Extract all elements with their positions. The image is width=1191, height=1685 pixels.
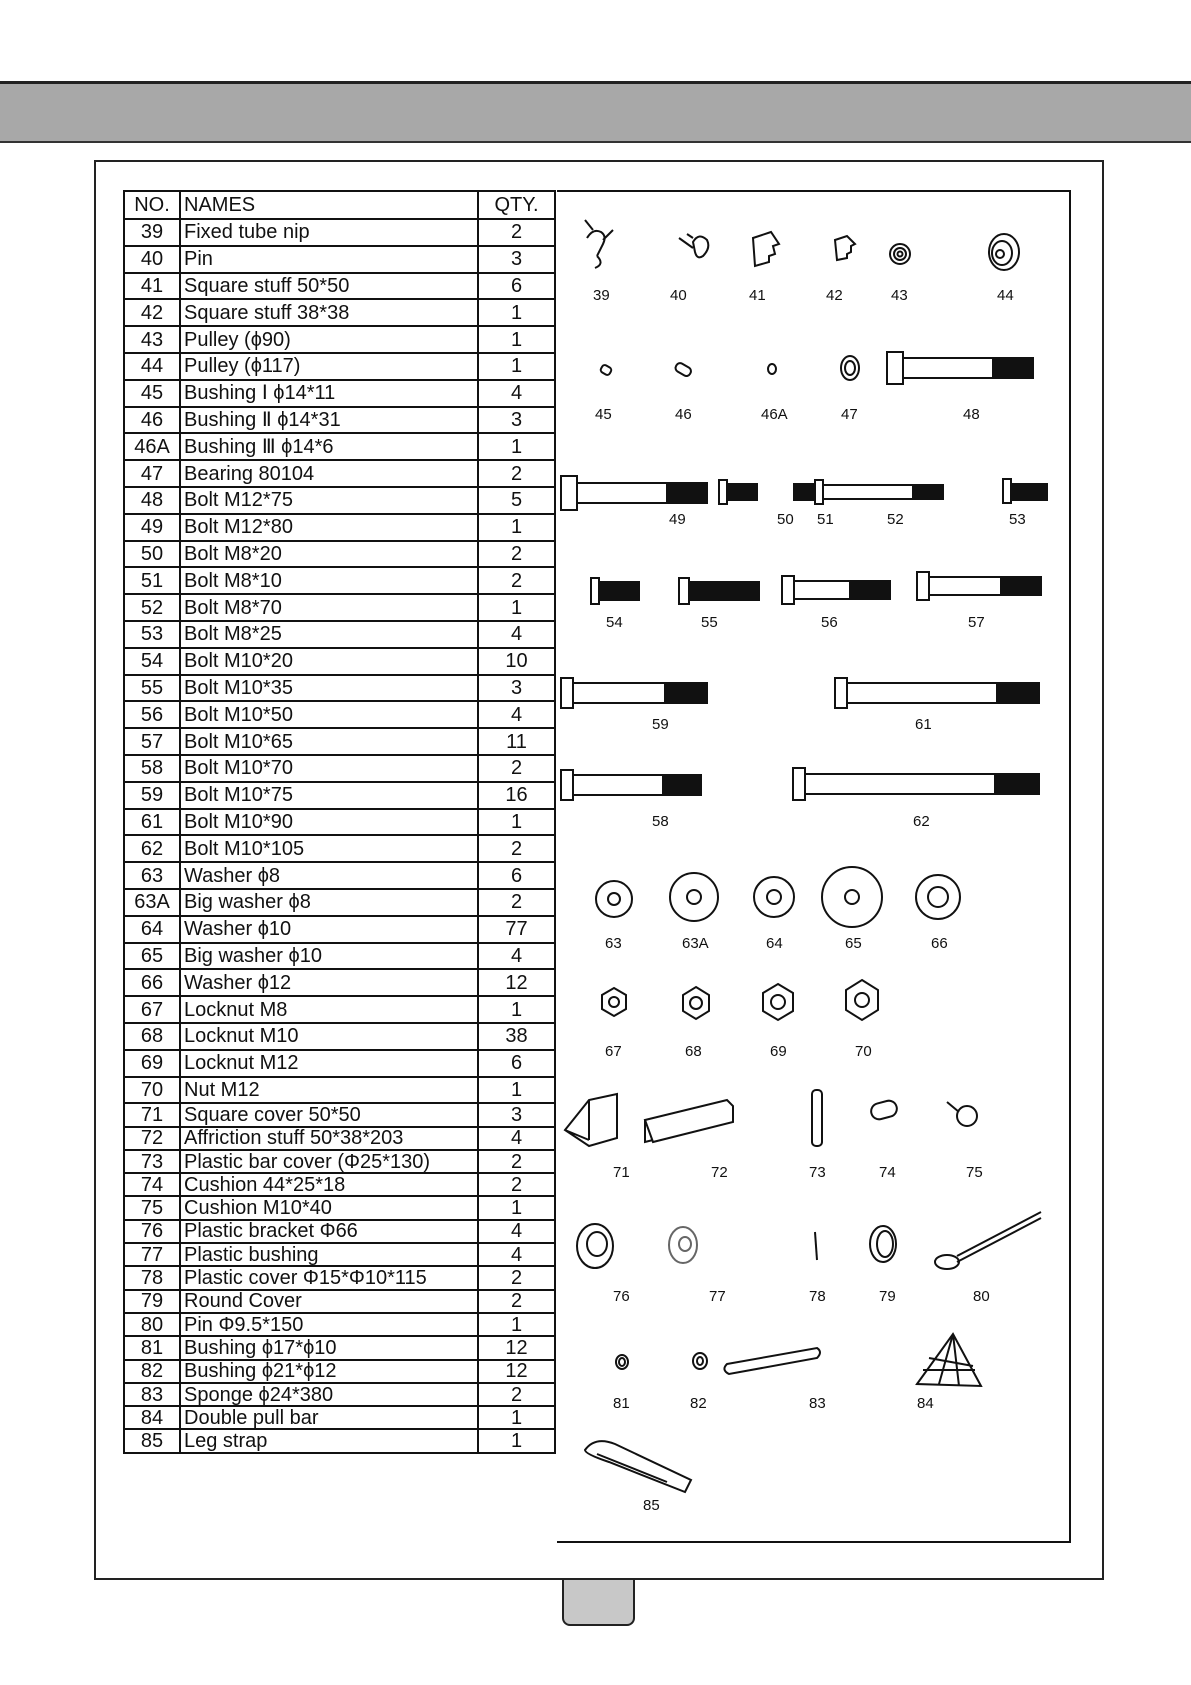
part-label-41: 41 <box>749 287 766 304</box>
fixed-tube-nip-icon <box>585 220 613 268</box>
part-qty: 2 <box>478 460 555 487</box>
table-row <box>124 407 555 434</box>
table-row <box>124 1360 555 1383</box>
bolt-m10-90-icon <box>835 678 1039 708</box>
plastic-bracket-icon <box>577 1224 613 1268</box>
part-name: Bolt M10*20 <box>180 648 478 675</box>
part-name: Bolt M12*80 <box>180 514 478 541</box>
table-row <box>124 326 555 353</box>
part-number: 79 <box>124 1290 180 1313</box>
header-names: NAMES <box>180 191 478 219</box>
bushing-17-icon <box>616 1355 628 1369</box>
part-qty: 3 <box>478 407 555 434</box>
table-row <box>124 1266 555 1289</box>
part-name: Fixed tube nip <box>180 219 478 246</box>
plastic-cover-icon <box>815 1232 817 1260</box>
part-number: 64 <box>124 916 180 943</box>
part-name: Bushing ϕ17*ϕ10 <box>180 1336 478 1359</box>
table-header-row <box>124 191 555 219</box>
pulley-117-icon <box>989 234 1019 270</box>
part-label-55: 55 <box>701 614 718 631</box>
part-number: 66 <box>124 969 180 996</box>
big-washer-10-icon <box>822 867 882 927</box>
part-label-54: 54 <box>606 614 623 631</box>
part-number: 73 <box>124 1150 180 1173</box>
bolt-m12-75-icon <box>887 352 1033 384</box>
part-qty: 4 <box>478 1243 555 1266</box>
part-name: Locknut M12 <box>180 1050 478 1077</box>
table-row <box>124 701 555 728</box>
part-name: Locknut M8 <box>180 996 478 1023</box>
part-number: 72 <box>124 1127 180 1150</box>
part-number: 54 <box>124 648 180 675</box>
part-name: Bolt M12*75 <box>180 487 478 514</box>
part-number: 49 <box>124 514 180 541</box>
part-label-49: 49 <box>669 511 686 528</box>
part-number: 50 <box>124 541 180 568</box>
part-number: 55 <box>124 675 180 702</box>
part-name: Bushing ϕ21*ϕ12 <box>180 1360 478 1383</box>
part-number: 40 <box>124 246 180 273</box>
part-name: Bolt M10*50 <box>180 701 478 728</box>
part-qty: 1 <box>478 326 555 353</box>
table-row <box>124 916 555 943</box>
part-qty: 1 <box>478 594 555 621</box>
table-row <box>124 380 555 407</box>
part-label-70: 70 <box>855 1043 872 1060</box>
part-qty: 16 <box>478 782 555 809</box>
bolt-m10-105-icon <box>793 768 1039 800</box>
part-name: Bearing 80104 <box>180 460 478 487</box>
part-number: 43 <box>124 326 180 353</box>
table-row <box>124 728 555 755</box>
part-name: Bolt M8*25 <box>180 621 478 648</box>
part-name: Bushing Ⅱ ϕ14*31 <box>180 407 478 434</box>
parts-table <box>123 190 556 1454</box>
table-row <box>124 246 555 273</box>
header-qty: QTY. <box>478 191 555 219</box>
plastic-bar-cover-icon <box>812 1090 822 1146</box>
part-qty: 2 <box>478 1266 555 1289</box>
part-number: 85 <box>124 1429 180 1452</box>
bushing-21-icon <box>693 1353 707 1369</box>
part-number: 63A <box>124 889 180 916</box>
part-label-39: 39 <box>593 287 610 304</box>
header-no: NO. <box>124 191 180 219</box>
part-number: 69 <box>124 1050 180 1077</box>
part-name: Plastic bracket Φ66 <box>180 1220 478 1243</box>
part-qty: 1 <box>478 809 555 836</box>
part-number: 56 <box>124 701 180 728</box>
part-label-46a: 46A <box>761 406 788 423</box>
part-label-85: 85 <box>643 1497 660 1514</box>
part-label-40: 40 <box>670 287 687 304</box>
part-name: Big washer ϕ8 <box>180 889 478 916</box>
part-name: Pulley (ϕ90) <box>180 326 478 353</box>
locknut-m12-icon <box>763 984 793 1020</box>
part-label-84: 84 <box>917 1395 934 1412</box>
part-number: 44 <box>124 353 180 380</box>
table-row <box>124 648 555 675</box>
locknut-m8-icon <box>602 988 626 1016</box>
part-qty: 1 <box>478 1196 555 1219</box>
table-row <box>124 1050 555 1077</box>
part-name: Bolt M8*70 <box>180 594 478 621</box>
part-label-67: 67 <box>605 1043 622 1060</box>
part-number: 81 <box>124 1336 180 1359</box>
part-qty: 5 <box>478 487 555 514</box>
part-name: Plastic bar cover (Φ25*130) <box>180 1150 478 1173</box>
table-row <box>124 514 555 541</box>
table-row <box>124 862 555 889</box>
part-qty: 1 <box>478 1077 555 1104</box>
nut-m12-icon <box>846 980 878 1020</box>
bolt-m8-25-icon <box>1003 479 1047 503</box>
table-row <box>124 755 555 782</box>
part-number: 47 <box>124 460 180 487</box>
part-label-46: 46 <box>675 406 692 423</box>
part-label-66: 66 <box>931 935 948 952</box>
part-name: Plastic bushing <box>180 1243 478 1266</box>
part-qty: 6 <box>478 862 555 889</box>
part-qty: 1 <box>478 1406 555 1429</box>
table-row <box>124 1023 555 1050</box>
part-label-50: 50 <box>777 511 794 528</box>
part-qty: 4 <box>478 380 555 407</box>
bolt-m10-50-icon <box>782 576 890 604</box>
washer-12-icon <box>916 875 960 919</box>
part-label-57: 57 <box>968 614 985 631</box>
part-number: 42 <box>124 299 180 326</box>
part-name: Double pull bar <box>180 1406 478 1429</box>
part-qty: 11 <box>478 728 555 755</box>
pulley-90-icon <box>890 244 910 264</box>
part-name: Pin <box>180 246 478 273</box>
part-label-47: 47 <box>841 406 858 423</box>
washer-8-icon <box>596 881 632 917</box>
square-stuff-38-icon <box>835 236 855 260</box>
part-label-51: 51 <box>817 511 834 528</box>
part-number: 75 <box>124 1196 180 1219</box>
big-washer-8-icon <box>670 873 718 921</box>
leg-strap-icon <box>585 1441 691 1492</box>
part-name: Cushion 44*25*18 <box>180 1173 478 1196</box>
part-qty: 77 <box>478 916 555 943</box>
pin-9-5-icon <box>935 1212 1041 1269</box>
bushing-1-icon <box>600 364 613 376</box>
part-qty: 2 <box>478 1150 555 1173</box>
table-row <box>124 567 555 594</box>
cushion-44-icon <box>869 1099 898 1121</box>
part-qty: 1 <box>478 1313 555 1336</box>
table-row <box>124 1336 555 1359</box>
table-row <box>124 541 555 568</box>
part-qty: 3 <box>478 246 555 273</box>
table-row <box>124 1220 555 1243</box>
table-row <box>124 621 555 648</box>
part-label-80: 80 <box>973 1288 990 1305</box>
part-number: 62 <box>124 835 180 862</box>
locknut-m10-icon <box>683 987 709 1019</box>
affriction-stuff-icon <box>645 1100 733 1142</box>
table-row <box>124 809 555 836</box>
part-qty: 1 <box>478 1429 555 1452</box>
table-row <box>124 219 555 246</box>
part-number: 61 <box>124 809 180 836</box>
part-number: 80 <box>124 1313 180 1336</box>
part-name: Sponge ϕ24*380 <box>180 1383 478 1406</box>
table-row <box>124 782 555 809</box>
part-name: Nut M12 <box>180 1077 478 1104</box>
sponge-icon <box>724 1348 820 1374</box>
table-row <box>124 353 555 380</box>
part-qty: 1 <box>478 996 555 1023</box>
table-row <box>124 996 555 1023</box>
part-name: Bushing Ⅲ ϕ14*6 <box>180 433 478 460</box>
table-row <box>124 889 555 916</box>
part-number: 82 <box>124 1360 180 1383</box>
part-qty: 2 <box>478 1290 555 1313</box>
part-label-81: 81 <box>613 1395 630 1412</box>
part-qty: 2 <box>478 219 555 246</box>
part-number: 84 <box>124 1406 180 1429</box>
page-number-tab <box>562 1580 635 1626</box>
part-label-74: 74 <box>879 1164 896 1181</box>
part-name: Bolt M10*105 <box>180 835 478 862</box>
part-label-52: 52 <box>887 511 904 528</box>
part-qty: 6 <box>478 1050 555 1077</box>
part-name: Bolt M10*65 <box>180 728 478 755</box>
part-label-75: 75 <box>966 1164 983 1181</box>
part-label-44: 44 <box>997 287 1014 304</box>
part-name: Square stuff 38*38 <box>180 299 478 326</box>
part-qty: 1 <box>478 514 555 541</box>
part-label-63: 63 <box>605 935 622 952</box>
part-qty: 10 <box>478 648 555 675</box>
square-stuff-50-icon <box>753 232 779 266</box>
part-label-59: 59 <box>652 716 669 733</box>
pin-icon <box>679 234 708 257</box>
part-number: 65 <box>124 943 180 970</box>
table-row <box>124 299 555 326</box>
table-row <box>124 1243 555 1266</box>
part-qty: 38 <box>478 1023 555 1050</box>
part-label-45: 45 <box>595 406 612 423</box>
part-qty: 1 <box>478 299 555 326</box>
part-qty: 1 <box>478 433 555 460</box>
part-label-42: 42 <box>826 287 843 304</box>
bolt-m10-70-icon <box>561 770 701 800</box>
part-name: Bolt M10*75 <box>180 782 478 809</box>
part-label-73: 73 <box>809 1164 826 1181</box>
part-number: 63 <box>124 862 180 889</box>
part-qty: 2 <box>478 755 555 782</box>
table-row <box>124 487 555 514</box>
part-name: Bushing Ⅰ ϕ14*11 <box>180 380 478 407</box>
part-qty: 4 <box>478 1220 555 1243</box>
part-qty: 3 <box>478 675 555 702</box>
part-number: 71 <box>124 1103 180 1126</box>
cushion-m10-icon <box>947 1102 977 1126</box>
bolt-m10-75-icon <box>561 678 707 708</box>
part-qty: 12 <box>478 969 555 996</box>
part-qty: 2 <box>478 1383 555 1406</box>
table-row <box>124 1077 555 1104</box>
part-name: Pin Φ9.5*150 <box>180 1313 478 1336</box>
part-qty: 2 <box>478 567 555 594</box>
part-label-71: 71 <box>613 1164 630 1181</box>
part-label-68: 68 <box>685 1043 702 1060</box>
part-name: Washer ϕ12 <box>180 969 478 996</box>
part-number: 46 <box>124 407 180 434</box>
part-number: 53 <box>124 621 180 648</box>
table-row <box>124 433 555 460</box>
part-number: 46A <box>124 433 180 460</box>
part-number: 68 <box>124 1023 180 1050</box>
part-name: Square stuff 50*50 <box>180 273 478 300</box>
table-row <box>124 1173 555 1196</box>
table-row <box>124 943 555 970</box>
part-qty: 1 <box>478 353 555 380</box>
part-name: Pulley (ϕ117) <box>180 353 478 380</box>
bushing-2-icon <box>674 362 692 378</box>
table-row <box>124 835 555 862</box>
part-name: Affriction stuff 50*38*203 <box>180 1127 478 1150</box>
part-label-61: 61 <box>915 716 932 733</box>
part-name: Washer ϕ10 <box>180 916 478 943</box>
part-qty: 12 <box>478 1336 555 1359</box>
bushing-3-icon <box>768 364 776 374</box>
part-qty: 4 <box>478 1127 555 1150</box>
part-name: Plastic cover Φ15*Φ10*115 <box>180 1266 478 1289</box>
part-label-76: 76 <box>613 1288 630 1305</box>
bolt-m10-20-icon <box>591 578 639 604</box>
parts-table-body <box>124 219 555 1453</box>
part-qty: 2 <box>478 889 555 916</box>
part-name: Bolt M8*20 <box>180 541 478 568</box>
part-name: Bolt M10*35 <box>180 675 478 702</box>
part-number: 76 <box>124 1220 180 1243</box>
header-banner <box>0 81 1191 143</box>
square-cover-icon <box>565 1094 617 1146</box>
part-label-65: 65 <box>845 935 862 952</box>
part-number: 77 <box>124 1243 180 1266</box>
table-row <box>124 1150 555 1173</box>
part-number: 78 <box>124 1266 180 1289</box>
parts-illustrations <box>557 190 1071 1543</box>
part-label-63a: 63A <box>682 935 709 952</box>
part-label-56: 56 <box>821 614 838 631</box>
part-number: 59 <box>124 782 180 809</box>
part-qty: 4 <box>478 621 555 648</box>
double-pull-bar-icon <box>917 1334 981 1386</box>
part-qty: 4 <box>478 943 555 970</box>
part-number: 57 <box>124 728 180 755</box>
part-label-78: 78 <box>809 1288 826 1305</box>
part-number: 48 <box>124 487 180 514</box>
part-number: 67 <box>124 996 180 1023</box>
part-qty: 2 <box>478 541 555 568</box>
part-name: Cushion M10*40 <box>180 1196 478 1219</box>
part-name: Leg strap <box>180 1429 478 1452</box>
part-qty: 2 <box>478 1173 555 1196</box>
part-name: Square cover 50*50 <box>180 1103 478 1126</box>
part-qty: 6 <box>478 273 555 300</box>
part-number: 58 <box>124 755 180 782</box>
part-label-64: 64 <box>766 935 783 952</box>
part-label-69: 69 <box>770 1043 787 1060</box>
part-label-58: 58 <box>652 813 669 830</box>
part-label-77: 77 <box>709 1288 726 1305</box>
table-row <box>124 594 555 621</box>
part-label-43: 43 <box>891 287 908 304</box>
table-row <box>124 1290 555 1313</box>
bolt-m10-35-icon <box>679 578 759 604</box>
bolt-m12-80-icon <box>561 476 707 510</box>
part-name: Bolt M10*90 <box>180 809 478 836</box>
part-label-72: 72 <box>711 1164 728 1181</box>
table-row <box>124 273 555 300</box>
part-number: 74 <box>124 1173 180 1196</box>
part-label-53: 53 <box>1009 511 1026 528</box>
round-cover-icon <box>870 1226 896 1262</box>
washer-10-icon <box>754 877 794 917</box>
part-name: Bolt M10*70 <box>180 755 478 782</box>
part-name: Locknut M10 <box>180 1023 478 1050</box>
table-row <box>124 1196 555 1219</box>
part-number: 83 <box>124 1383 180 1406</box>
bearing-icon <box>841 356 859 380</box>
table-row <box>124 1383 555 1406</box>
part-number: 51 <box>124 567 180 594</box>
part-number: 41 <box>124 273 180 300</box>
part-qty: 2 <box>478 835 555 862</box>
part-qty: 4 <box>478 701 555 728</box>
part-qty: 12 <box>478 1360 555 1383</box>
table-row <box>124 675 555 702</box>
part-qty: 3 <box>478 1103 555 1126</box>
table-row <box>124 1429 555 1452</box>
part-label-62: 62 <box>913 813 930 830</box>
bolt-m8-10-icon <box>794 484 814 500</box>
bolt-m8-20-icon <box>719 480 757 504</box>
part-number: 45 <box>124 380 180 407</box>
table-row <box>124 1127 555 1150</box>
part-label-82: 82 <box>690 1395 707 1412</box>
part-name: Round Cover <box>180 1290 478 1313</box>
part-number: 70 <box>124 1077 180 1104</box>
part-number: 52 <box>124 594 180 621</box>
table-row <box>124 460 555 487</box>
part-label-48: 48 <box>963 406 980 423</box>
part-name: Big washer ϕ10 <box>180 943 478 970</box>
table-row <box>124 1313 555 1336</box>
table-row <box>124 1103 555 1126</box>
part-name: Washer ϕ8 <box>180 862 478 889</box>
bolt-m10-65-icon <box>917 572 1041 600</box>
table-row <box>124 1406 555 1429</box>
part-number: 39 <box>124 219 180 246</box>
plastic-bushing-icon <box>669 1227 697 1263</box>
part-name: Bolt M8*10 <box>180 567 478 594</box>
part-label-83: 83 <box>809 1395 826 1412</box>
bolt-m8-70-icon <box>815 480 943 504</box>
table-row <box>124 969 555 996</box>
part-label-79: 79 <box>879 1288 896 1305</box>
